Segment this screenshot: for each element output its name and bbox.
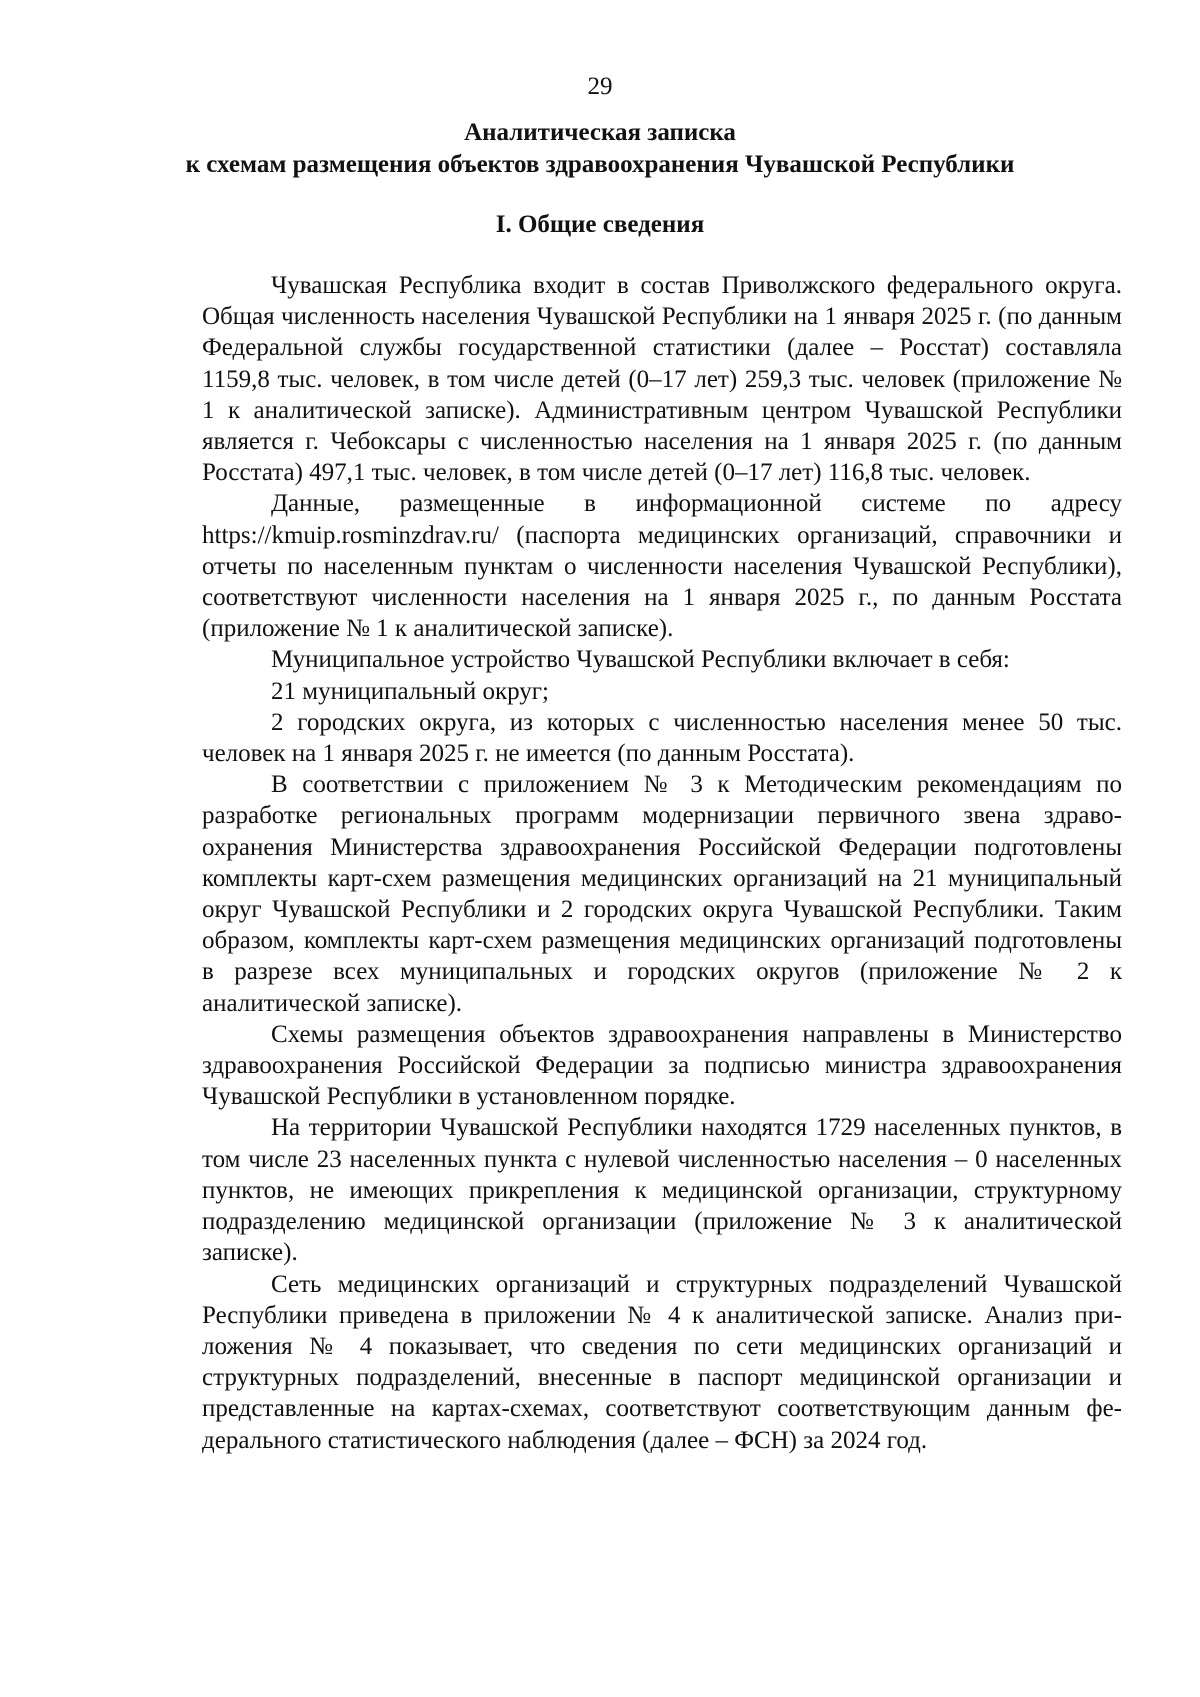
document-title-line-2: к схемам размещения объектов здравоохранения Чувашской Республики bbox=[185, 151, 1015, 178]
document-title bbox=[150, 117, 1050, 181]
paragraph-population: Чувашская Республика входит в состав Приволжского федерального округа. Общая численность населения Чувашской Республики на 1 января 2025 г. (по данным Федеральной службы государственной статистики (далее – Росстат) составляла 1159,8 тыс. человек, в том числе детей (0–17 лет) 259,3 тыс. человек (приложение № 1 к аналитической записке). Административным центром Чувашской Республики является г. Чебоксары с численностью населения на 1 января 2025 г. (по данным Росстата) 497,1 тыс. человек, в том числе детей (0–17 лет) 116,8 тыс. человек. bbox=[202, 272, 1122, 487]
paragraph-municipal-structure: Муниципальное устройство Чувашской Республики включает в себя: bbox=[271, 646, 1010, 674]
document-body bbox=[202, 270, 1122, 1456]
paragraph-medical-network: Сеть медицинских организаций и структурных подразделений Чувашской Республики приведена в приложении № 4 к аналитической записке. Анализ приложения № 4 показывает, что сведения по сети медицинских организаций и структурных подразделений, внесенные в паспорт медицинской организации и представленные на картах-схемах, соответствуют соответствующим данным федерального статистического наблюдения (далее – ФСН) за 2024 год. bbox=[202, 1270, 1122, 1454]
paragraph-map-schemes: В соответствии с приложением № 3 к Методическим рекомендациям по разработке региональных программ модернизации первичного звена здравоохранения Министерства здравоохранения Российской Федерации подготовлены комплекты карт-схем размещения медицинских организаций на 21 муниципальный округ Чувашской Республики и 2 городских округа Чувашской Республики. Таким образом, комплекты карт-схем размещения медицинских организаций подготовлены в разрезе всех муниципальных и городских округов (приложение № 2 к аналитической записке). bbox=[202, 771, 1122, 1017]
paragraph-schemes-sent: Схемы размещения объектов здравоохранения направлены в Министерство здравоохранения Российской Федерации за подписью министра здравоохранения Чувашской Республики в установленном порядке. bbox=[202, 1020, 1122, 1111]
document-title-line-1: Аналитическая записка bbox=[464, 119, 736, 146]
paragraph-municipal-districts: 21 муниципальный округ; bbox=[271, 677, 549, 705]
paragraph-information-system: Данные, размещенные в информационной системе по адресу https://kmuip.rosminzdrav.ru/ (паспорта медицинских организаций, справочники и отчеты по населенным пунктам о численности населения Чувашской Республики), соответствуют численности населения на 1 января 2025 г., по данным Росстата (приложение № 1 к аналитической записке). bbox=[202, 490, 1122, 643]
page-number: 29 bbox=[587, 73, 613, 100]
section-heading: I. Общие сведения bbox=[495, 211, 705, 238]
paragraph-settlements: На территории Чувашской Республики находятся 1729 населенных пунктов, в том числе 23 населенных пункта с нулевой численностью населения – 0 населенных пунктов, не имеющих прикрепления к медицинской организации, структурному подразделению медицинской организации (приложение № 3 к аналитической записке). bbox=[202, 1114, 1122, 1267]
paragraph-urban-districts: 2 городских округа, из которых с численностью населения менее 50 тыс. человек на 1 января 2025 г. не имеется (по данным Росстата). bbox=[202, 708, 1122, 768]
